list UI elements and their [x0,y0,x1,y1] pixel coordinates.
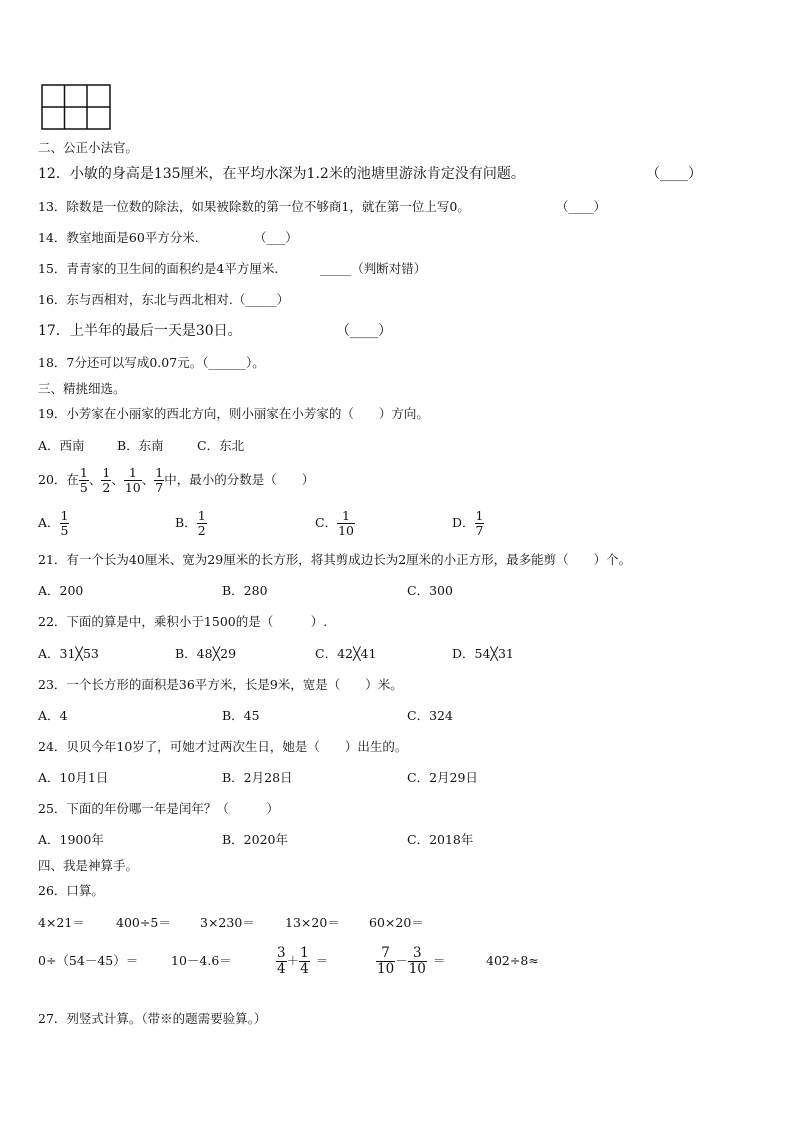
question-21 [38,552,631,568]
option-c[interactable]: C．324 [407,708,453,723]
option-b[interactable]: B．48╳29 [175,646,237,661]
fraction: $\frac{3}{10}$ [408,944,426,977]
question-number: 19． [38,406,67,421]
question-27 [38,1011,266,1027]
calc-item: 0÷（54－45）＝ [38,953,139,968]
question-number: 21． [38,552,67,567]
option-c[interactable]: C．2018年 [407,832,474,847]
question-number: 18． [38,355,67,370]
option-b[interactable]: B．280 [222,583,268,598]
calc-item: 13×20＝ [285,915,340,930]
option-b[interactable]: B． $\frac{1}{2}$ [175,507,206,538]
section-heading-choice: 三、精挑细选。 [38,381,126,396]
question-16 [38,292,289,308]
section-heading-calc: 四、我是神算手。 [38,858,139,873]
question-text: 下面的算是中，乘积小于1500的是（ ）. [66,614,328,629]
question-text: 小敏的身高是135厘米，在平均水深为1.2米的池塘里游泳肯定没有问题。 [69,166,525,182]
option-b[interactable]: B．东南 [117,438,164,453]
option-c[interactable]: C．42╳41 [315,646,377,661]
option-a[interactable]: A．10月1日 [38,770,109,785]
question-number: 27． [38,1011,67,1026]
question-14 [38,230,199,246]
option-b[interactable]: B．2020年 [222,832,288,847]
option-b[interactable]: B．2月28日 [222,770,293,785]
question-text: 一个长方形的面积是36平方米，长是9米，宽是（ ）米。 [66,677,403,692]
calc-item-fraction-add: $\frac{3}{4}$ ＋ $\frac{1}{4}$ ＝ [277,944,329,977]
fraction: $\frac{1}{10}$ [124,464,141,495]
question-number: 14． [38,230,67,245]
fraction: $\frac{1}{2}$ [102,464,111,495]
question-number: 23． [38,677,67,692]
question-number: 15． [38,261,67,276]
question-24 [38,739,407,755]
question-number: 20． [38,472,67,487]
question-text: 口算。 [66,883,104,898]
fraction: $\frac{1}{7}$ [475,507,484,538]
fraction: $\frac{1}{5}$ [60,507,69,538]
question-26 [38,883,104,899]
answer-blank[interactable]: （______）。 [202,355,265,370]
answer-blank[interactable]: _____（判断对错） [320,261,427,276]
question-number: 16． [38,292,67,307]
question-text: 有一个长为40厘米、宽为29厘米的长方形，将其剪成边长为2厘米的小正方形，最多能剪（ ）个。 [66,552,632,567]
option-a[interactable]: A．1900年 [38,832,104,847]
option-a[interactable]: A．4 [38,708,68,723]
calc-item: 402÷8≈ [486,953,539,968]
calc-item-fraction-sub: $\frac{7}{10}$ － $\frac{3}{10}$ ＝ [377,944,446,977]
question-text: 贝贝今年10岁了，可她才过两次生日，她是（ ）出生的。 [66,739,408,754]
question-15 [38,261,278,277]
question-number: 13． [38,199,67,214]
question-text: 下面的年份哪一年是闰年？（ ） [66,801,279,816]
question-number: 17． [38,323,70,339]
question-25 [38,801,279,817]
question-text: 上半年的最后一天是30日。 [69,323,242,339]
answer-blank[interactable]: （____） [556,199,607,214]
question-number: 26． [38,883,67,898]
square-grid-figure [41,84,111,130]
fraction: $\frac{1}{7}$ [155,464,164,495]
answer-blank[interactable]: （_____） [232,292,290,307]
question-23 [38,677,403,693]
question-number: 25． [38,801,67,816]
option-d[interactable]: D．54╳31 [452,646,514,661]
answer-blank[interactable]: （____） [336,323,392,339]
question-text: 列竖式计算。（带※的题需要验算。） [66,1011,267,1026]
question-number: 24． [38,739,67,754]
option-c[interactable]: C．2月29日 [407,770,478,785]
calc-item: 60×20＝ [369,915,424,930]
question-text-pre: 在 [66,472,79,487]
option-c[interactable]: C．东北 [197,438,245,453]
option-a[interactable]: A．200 [38,583,84,598]
fraction: $\frac{1}{10}$ [338,507,354,538]
answer-blank[interactable]: （____） [646,166,702,182]
fraction: $\frac{3}{4}$ [277,944,286,977]
option-c[interactable]: C．300 [407,583,453,598]
question-text: 教室地面是60平方分米. [66,230,199,245]
question-13 [38,199,470,215]
question-20: 20． 在 $\frac{1}{5}$ 、 $\frac{1}{2}$ 、 $\frac{1}{10}$ 、 $\frac{1}{7}$ 中，最小的分数是（ ） [38,464,315,495]
calc-item: 4×21＝ [38,915,85,930]
question-number: 22． [38,614,67,629]
question-number: 12． [38,166,70,182]
question-12 [38,165,525,183]
option-c[interactable]: C． $\frac{1}{10}$ [315,507,354,538]
calc-item: 10－4.6＝ [171,953,232,968]
option-d[interactable]: D． $\frac{1}{7}$ [452,507,484,538]
question-text: 青青家的卫生间的面积约是4平方厘米. [66,261,279,276]
question-18 [38,355,265,371]
question-text: 东与西相对，东北与西北相对. [66,292,233,307]
question-17 [38,322,242,340]
question-text: 小芳家在小丽家的西北方向，则小丽家在小芳家的（ ）方向。 [66,406,429,421]
calc-item: 3×230＝ [200,915,255,930]
option-a[interactable]: A． $\frac{1}{5}$ [38,507,69,538]
question-22 [38,614,327,630]
question-text: 7分还可以写成0.07元。 [66,355,203,370]
fraction: $\frac{7}{10}$ [377,944,395,977]
option-a[interactable]: A．31╳53 [38,646,99,661]
option-a[interactable]: A．西南 [38,438,85,453]
calc-item: 400÷5＝ [116,915,171,930]
fraction: $\frac{1}{4}$ [300,944,309,977]
question-19 [38,406,429,422]
answer-blank[interactable]: （___） [254,230,298,245]
fraction: $\frac{1}{2}$ [197,507,206,538]
section-heading-judge: 二、公正小法官。 [38,140,139,155]
option-b[interactable]: B．45 [222,708,260,723]
fraction: $\frac{1}{5}$ [79,464,88,495]
question-text: 除数是一位数的除法，如果被除数的第一位不够商1，就在第一位上写0。 [66,199,470,214]
question-text-post: 中，最小的分数是（ ） [164,472,315,487]
